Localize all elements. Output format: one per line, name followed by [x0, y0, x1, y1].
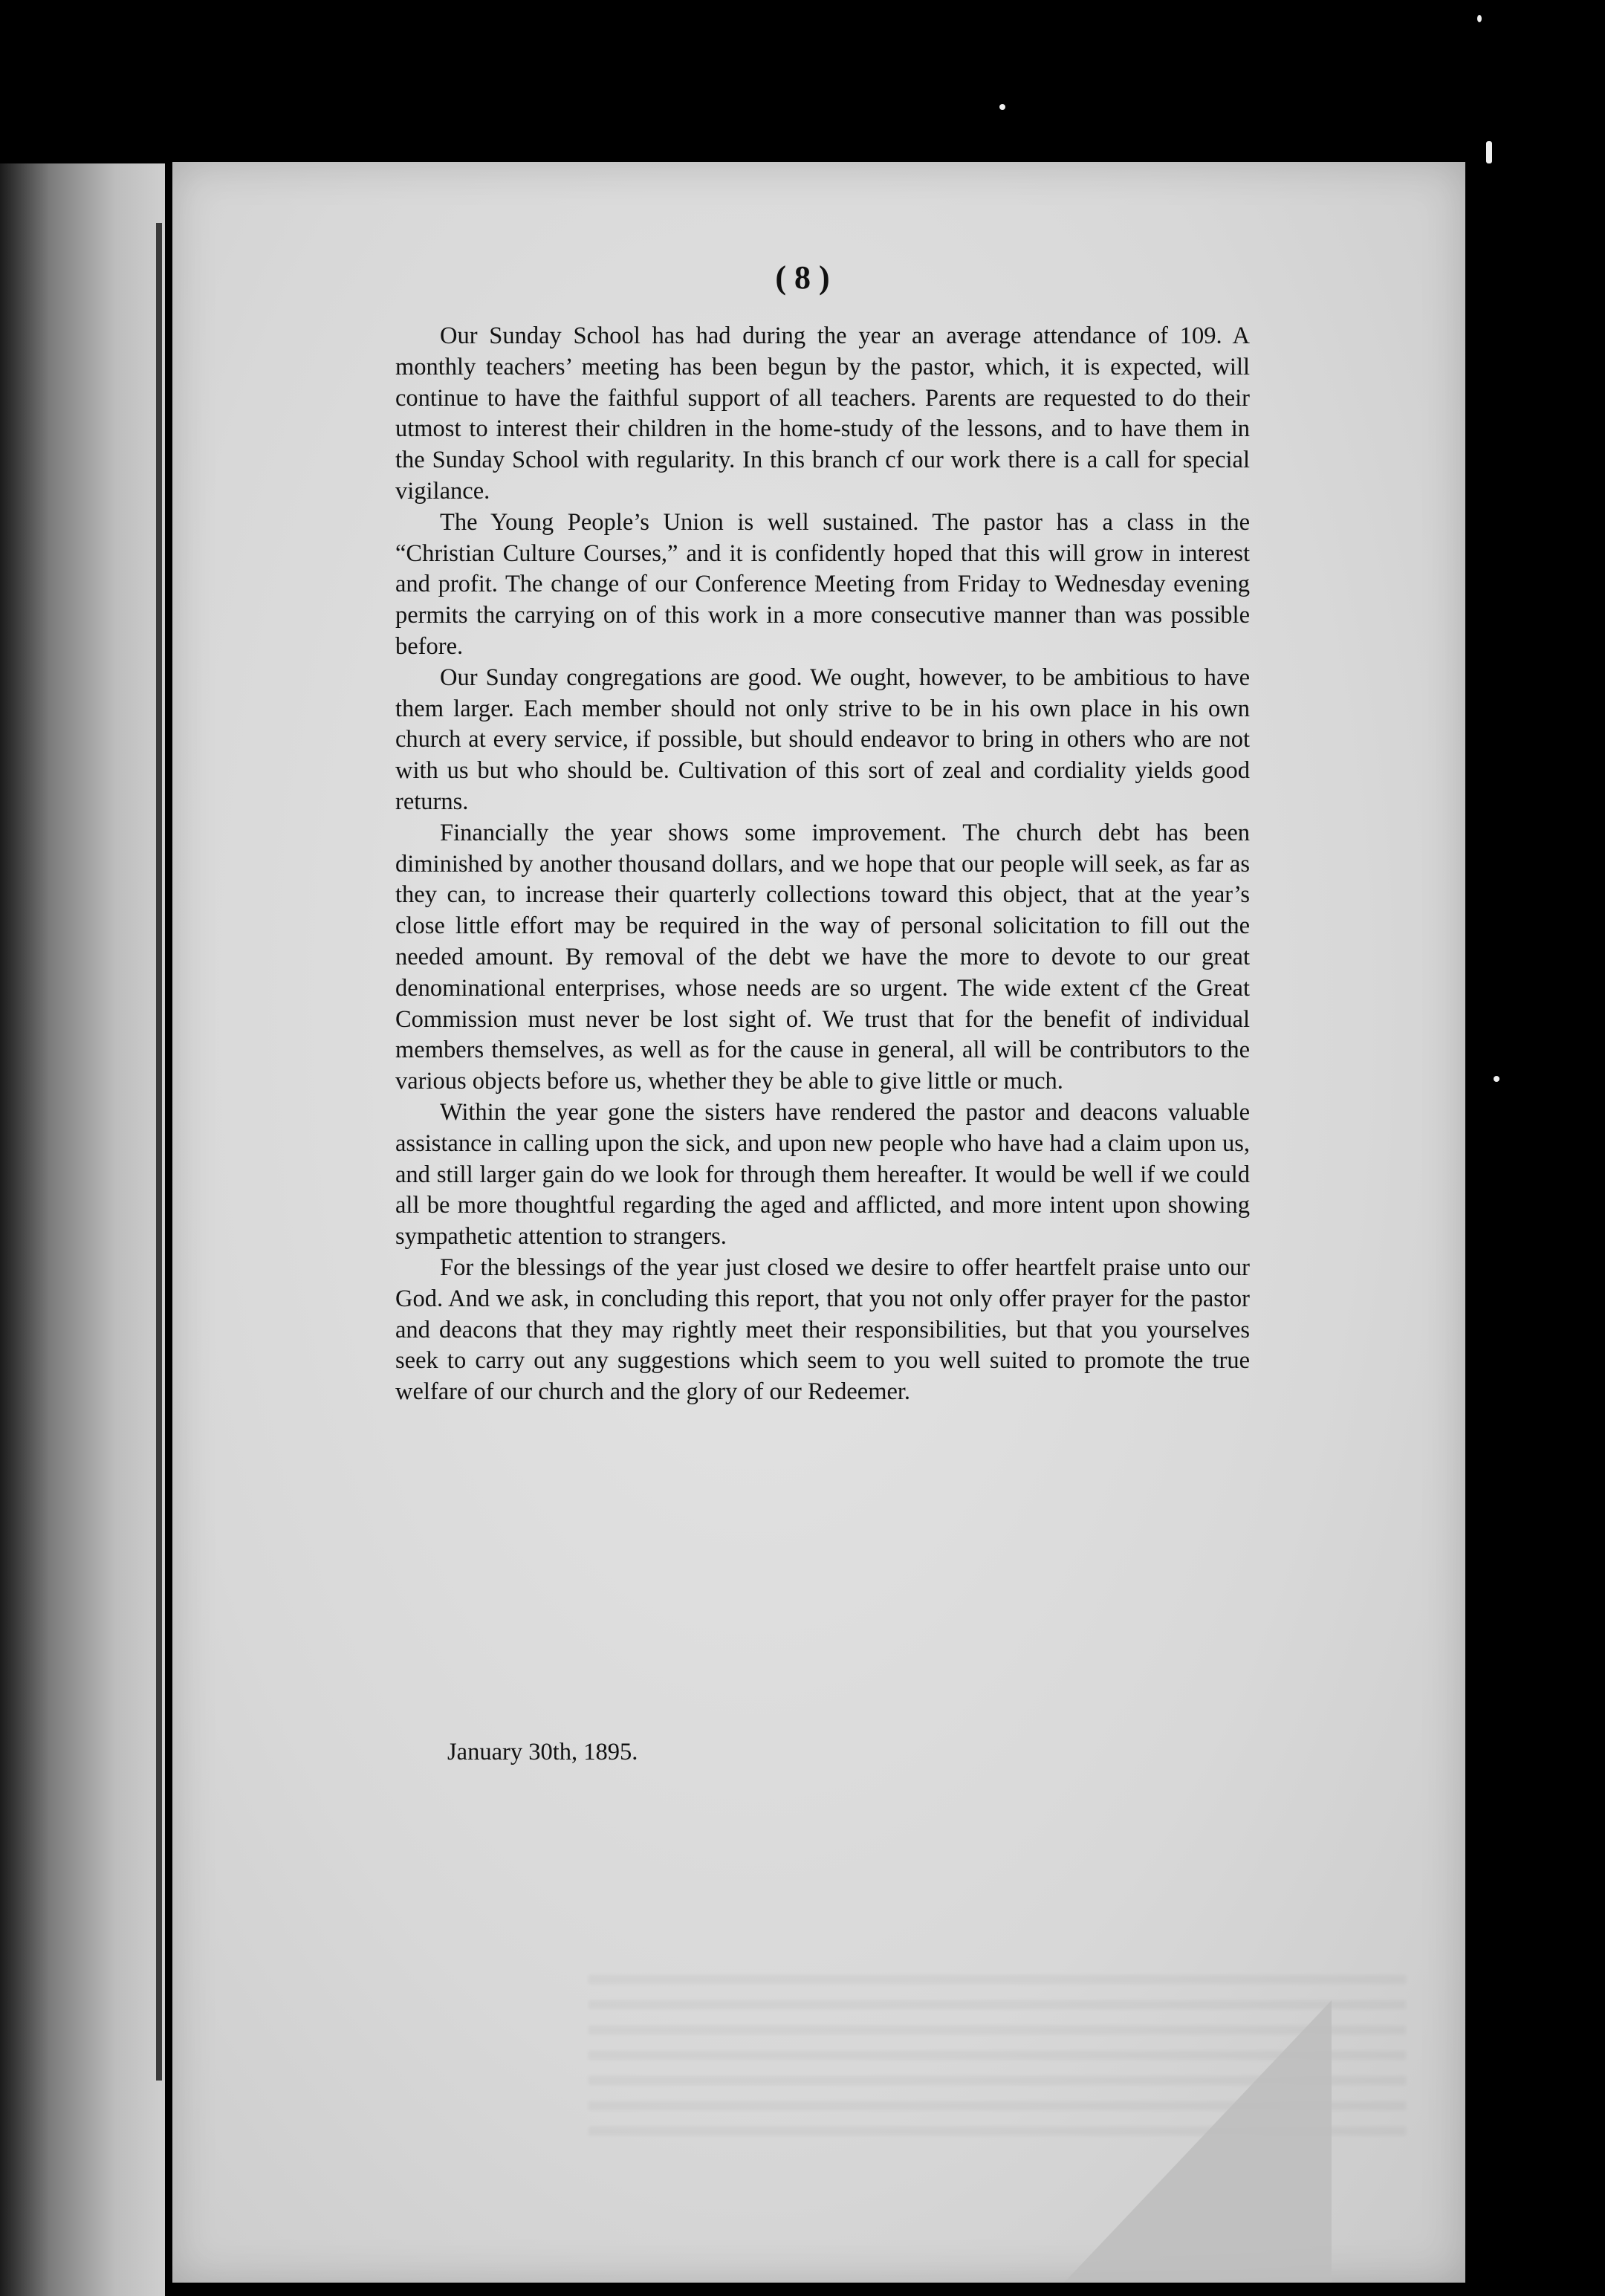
- paragraph-closing: For the blessings of the year just closed we desire to offer heartfelt praise unto our God. And we ask, in concluding this report, that you not only offer prayer for the pastor and deacons that they may rightly meet their responsibilities, but that you yourselves seek to carry out any suggestions which seem to you well suited to promote the true welfare of our church and the glory of our Redeemer.: [395, 1254, 1250, 1406]
- paragraph-young-peoples-union: The Young People’s Union is well sustained. The pastor has a class in the “Christian Culture Courses,” and it is confidently hoped that this will grow in interest and profit. The change of our Conference Meeting from Friday to Wednesday evening permits the carrying on of this work in a more consecutive manner than was possible before.: [395, 508, 1250, 660]
- scan-speck: [1477, 15, 1482, 22]
- paragraph-finances: Financially the year shows some improvement. The church debt has been diminished by another thousand dollars, and we hope that our people will seek, as far as they can, to increase their quarterly collections toward this object, that at the year’s close little effort may be required in the way of personal solicitation to fill out the needed amount. By removal of the debt we have the more to devote to our great denominational enterprises, whose needs are so urgent. The wide extent cf the Great Commission must never be lost sight of. We trust that for the benefit of individual members themselves, as well as for the cause in general, all will be contributors to the various objects before us, whether they be able to give little or much.: [395, 819, 1250, 1095]
- folded-corner: [1064, 2000, 1332, 2283]
- binding-shadow: [156, 223, 162, 2081]
- page-number: ( 8 ): [775, 259, 830, 296]
- scan-speck: [999, 104, 1005, 110]
- report-body: [395, 321, 1250, 1408]
- paragraph-congregations: Our Sunday congregations are good. We ought, however, to be ambitious to have them larger. Each member should not only strive to be in his own place in his own church at every service, if possible, but should endeavor to bring in others who are not with us but who should be. Cultivation of this sort of zeal and cordiality yields good returns.: [395, 664, 1250, 815]
- paragraph-sisters: Within the year gone the sisters have rendered the pastor and deacons valuable assistance in calling upon the sick, and upon new people who have had a claim upon us, and still larger gain do we look for through them hereafter. It would be well if we could all be more thoughtful regarding the aged and afflicted, and more intent upon showing sympathetic attention to strangers.: [395, 1098, 1250, 1251]
- scan-speck: [1494, 1076, 1499, 1082]
- scan-speck: [1486, 141, 1492, 163]
- report-date: January 30th, 1895.: [447, 1739, 638, 1765]
- facing-page-edge: [0, 163, 165, 2296]
- paragraph-sunday-school: Our Sunday School has had during the year an average attendance of 109. A monthly teachers’ meeting has been begun by the pastor, which, it is expected, will continue to have the faithful support of all teachers. Parents are requested to do their utmost to interest their children in the home-study of the lessons, and to have them in the Sunday School with regularity. In this branch cf our work there is a call for special vigilance.: [395, 322, 1250, 505]
